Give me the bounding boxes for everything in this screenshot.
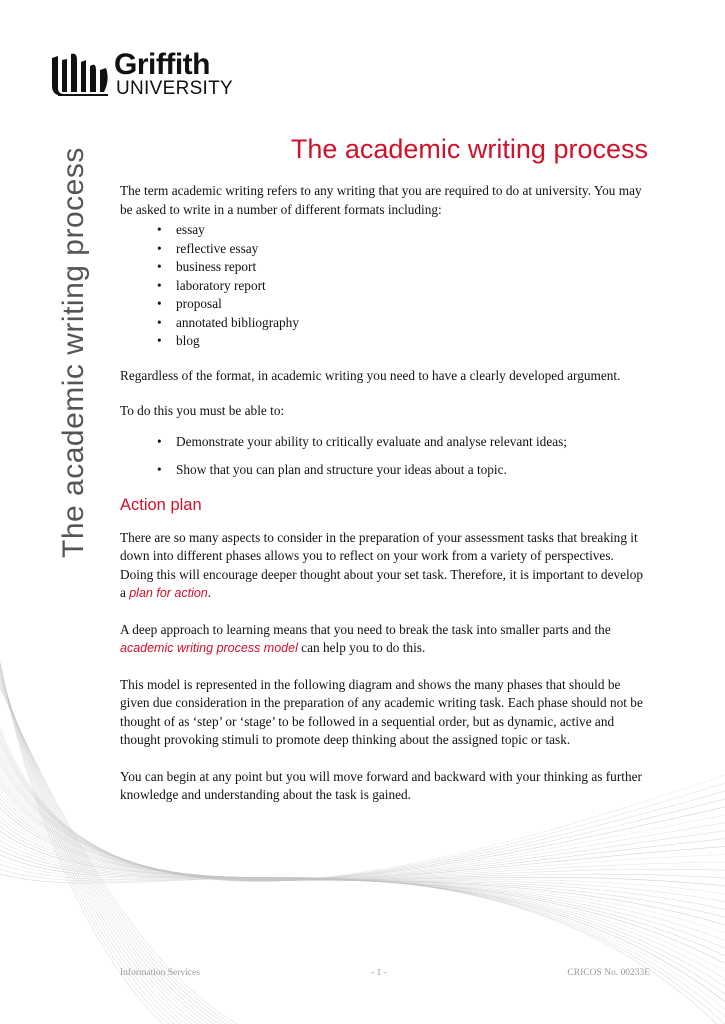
bullet-icon: • <box>157 259 162 274</box>
logo-subtitle: UNIVERSITY <box>116 78 234 99</box>
list-item: • reflective essay <box>120 240 650 259</box>
list-item: • Show that you can plan and structure your ideas about a topic. <box>120 461 650 480</box>
bullet-icon: • <box>157 222 162 237</box>
footer-cricos: CRICOS No. 00233E <box>567 968 650 978</box>
formats-list <box>120 221 650 351</box>
section-heading-action-plan: Action plan <box>120 495 202 514</box>
abilities-list <box>120 433 650 480</box>
model-paragraph: This model is represented in the following diagram and shows the many phases that should be given due consideration in the preparation of any academic writing task. Each phase should not be thought of as ‘step’ or ‘stage’ to be followed in a sequential order, but as dynamic, active and thought provoking stimuli to promote deep thinking about the assigned topic or task. <box>120 676 643 747</box>
swoosh-line <box>0 866 725 1024</box>
writing-process-model-link[interactable]: academic writing process model <box>120 641 298 655</box>
intro-paragraph: The term academic writing refers to any writing that you are required to do at university. You may be asked to write in a number of different formats including: <box>120 183 642 217</box>
deep-approach-paragraph: A deep approach to learning means that you need to break the task into smaller parts and the academic writing process model can help you to do this. <box>120 621 611 655</box>
bullet-icon: • <box>157 314 162 330</box>
swoosh-line <box>0 830 725 980</box>
list-item: • annotated bibliography <box>120 314 650 333</box>
swoosh-line <box>0 861 725 1024</box>
bullet-icon: • <box>157 296 162 311</box>
action-plan-paragraph: There are so many aspects to consider in the preparation of your assessment tasks that breaking it down into different phases allows you to reflect on your work from a variety of perspectives. Doing this will encourage deeper thought about your set task. Therefore, it is important to develop a plan for action. <box>120 529 644 600</box>
griffith-university-logo <box>50 50 240 100</box>
logo-wordmark: Griffith <box>114 48 210 81</box>
griffith-logo-icon <box>50 50 112 98</box>
footer-page-number: - 1 - <box>371 968 387 978</box>
bullet-icon: • <box>157 462 162 477</box>
footer-department: Information Services <box>120 968 200 978</box>
list-item: • business report <box>120 258 650 277</box>
abilities-intro: To do this you must be able to: <box>120 403 285 418</box>
list-item: • laboratory report <box>120 277 650 296</box>
swoosh-line <box>0 799 725 930</box>
bullet-icon: • <box>157 433 162 449</box>
vertical-side-title: The academic writing process <box>57 147 90 558</box>
list-item: • essay <box>120 221 650 240</box>
plan-for-action-link[interactable]: plan for action <box>129 586 208 600</box>
argument-paragraph: Regardless of the format, in academic writing you need to have a clearly developed argument. <box>120 367 621 383</box>
list-item: • proposal <box>120 295 650 314</box>
bullet-icon: • <box>157 240 162 256</box>
page-title: The academic writing process <box>290 134 648 164</box>
bullet-icon: • <box>157 333 162 348</box>
bullet-icon: • <box>157 277 162 293</box>
list-item: • Demonstrate your ability to critically evaluate and analyse relevant ideas; <box>120 433 650 452</box>
begin-paragraph: You can begin at any point but you will move forward and backward with your thinking as further knowledge and understanding about the task is gained. <box>120 768 642 802</box>
document-body <box>120 182 650 805</box>
page-footer <box>120 968 650 982</box>
list-item: • blog <box>120 332 650 351</box>
